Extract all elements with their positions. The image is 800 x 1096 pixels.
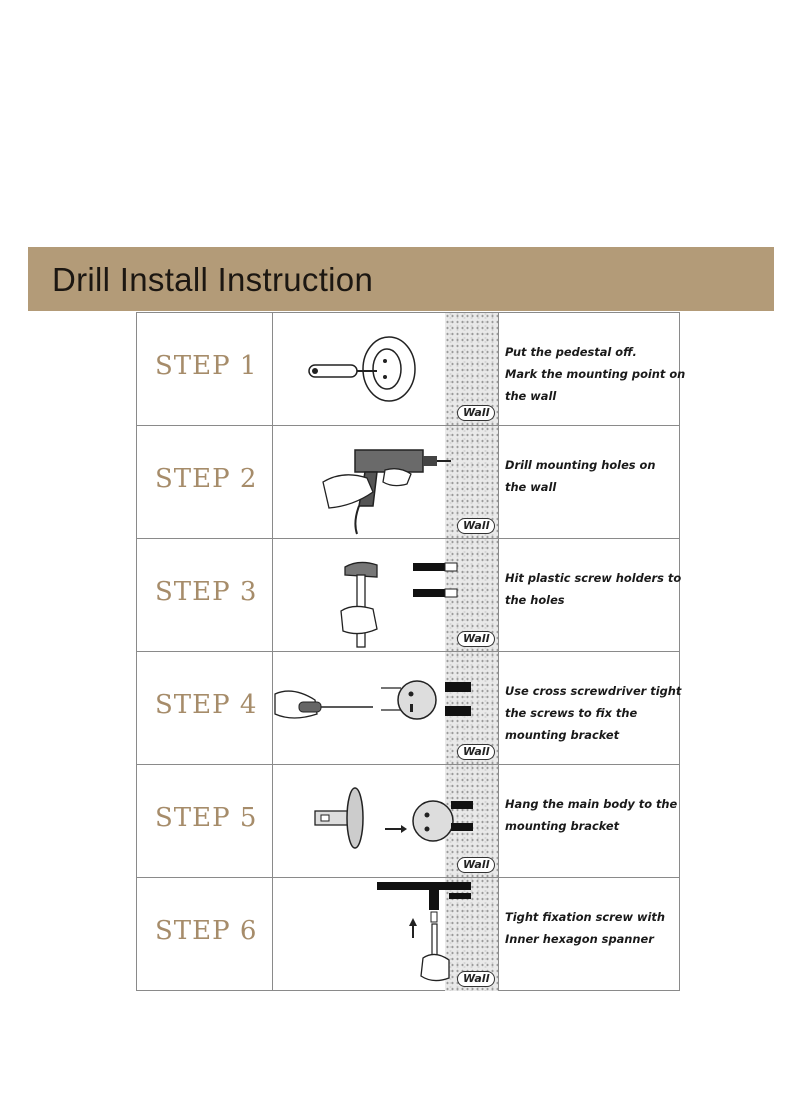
step-row-5 xyxy=(137,765,679,878)
step-label: STEP 1 xyxy=(155,351,258,381)
instruction-line: mounting bracket xyxy=(505,819,620,833)
wall-label: Wall xyxy=(457,971,495,987)
step-row-6 xyxy=(137,878,679,991)
step-illustration xyxy=(273,878,499,991)
instruction-line: the wall xyxy=(505,389,557,403)
wall-label: Wall xyxy=(457,744,495,760)
wall-label: Wall xyxy=(457,631,495,647)
step-label: STEP 6 xyxy=(155,916,258,946)
instruction-line: Use cross screwdriver tight xyxy=(505,684,682,698)
instruction-line: the holes xyxy=(505,593,565,607)
instruction-line: the wall xyxy=(505,480,557,494)
step-row-4 xyxy=(137,652,682,765)
step-illustration xyxy=(273,539,499,651)
title-banner xyxy=(28,247,774,311)
step-illustration xyxy=(273,426,499,538)
step-label: STEP 3 xyxy=(155,577,258,607)
instruction-line: Drill mounting holes on xyxy=(505,458,656,472)
step-label: STEP 5 xyxy=(155,803,258,833)
step-illustration xyxy=(273,313,499,425)
instruction-line: Hit plastic screw holders to xyxy=(505,571,682,585)
instruction-line: Put the pedestal off. xyxy=(505,345,637,359)
wall-label: Wall xyxy=(457,405,495,421)
step-instructions xyxy=(499,652,682,764)
step-illustration xyxy=(273,652,499,764)
step-label: STEP 2 xyxy=(155,464,258,494)
instruction-table xyxy=(136,312,686,991)
wall-label: Wall xyxy=(457,857,495,873)
instruction-line: Tight fixation screw with xyxy=(505,910,665,924)
step-row-3 xyxy=(137,539,682,652)
page-title: Drill Install Instruction xyxy=(52,261,374,298)
instruction-line: mounting bracket xyxy=(505,728,620,742)
step-instructions xyxy=(499,765,679,877)
instruction-line: Inner hexagon spanner xyxy=(505,932,654,946)
step-instructions xyxy=(499,426,679,538)
step-row-1 xyxy=(137,313,686,426)
step-row-2 xyxy=(137,426,679,539)
wall-label: Wall xyxy=(457,518,495,534)
step-instructions xyxy=(499,878,679,991)
step-label: STEP 4 xyxy=(155,690,258,720)
instruction-line: Mark the mounting point on xyxy=(505,367,686,381)
step-instructions xyxy=(499,539,682,651)
instruction-line: Hang the main body to the xyxy=(505,797,678,811)
instruction-line: the screws to fix the xyxy=(505,706,638,720)
step-instructions xyxy=(499,313,686,425)
step-illustration xyxy=(273,765,499,877)
